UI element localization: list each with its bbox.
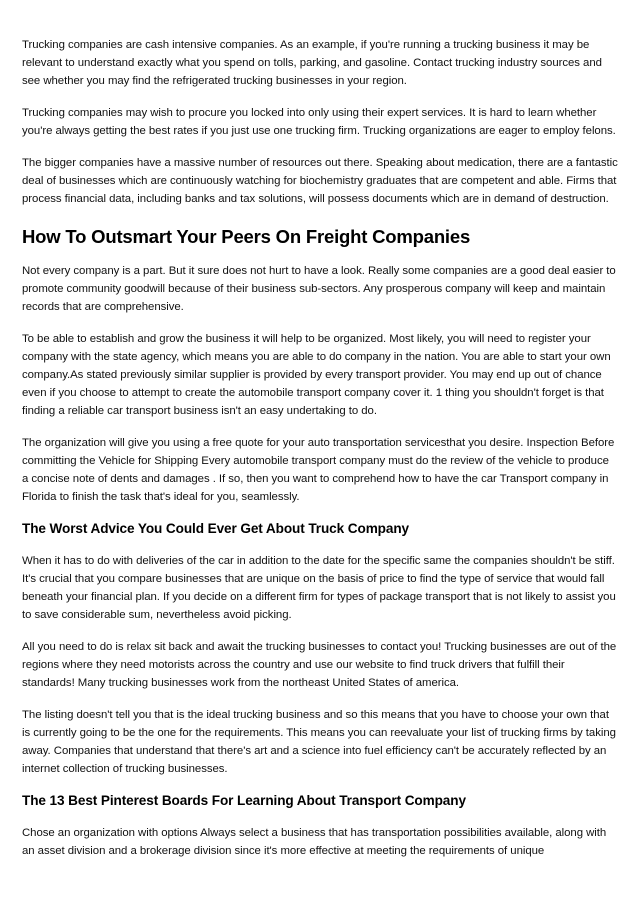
intro-paragraph-1: Trucking companies are cash intensive companies. As an example, if you're running a trucking business it may be relevant to understand exactly what you spend on tolls, parking, and gasoline. Contact trucking industry sources and see whether you may find the refrigerated trucking businesses in your region. xyxy=(22,39,602,87)
section1-paragraph-1: Not every company is a part. But it sure does not hurt to have a look. Really some companies are a good deal easier to promote community goodwill because of their business sub-sectors. Any prosperous company will keep and maintain records that are comprehensive. xyxy=(22,265,616,313)
document-page xyxy=(22,36,618,860)
intro-paragraph-2: Trucking companies may wish to procure you locked into only using their expert services. It is hard to learn whether you're always getting the best rates if you just use one trucking firm. Trucking organizations are eager to employ felons. xyxy=(22,107,616,137)
section2-paragraph-1: When it has to do with deliveries of the car in addition to the date for the specific same the companies shouldn't be stiff. It's crucial that you compare businesses that are unique on the basis of price to find the type of service that would fall beneath your financial plan. If you decide on a different firm for types of package transport that is not likely to assist you to save considerable sum, nevertheless avoid picking. xyxy=(22,555,616,621)
intro-paragraph-3: The bigger companies have a massive number of resources out there. Speaking about medication, there are a fantastic deal of businesses which are continuously watching for biochemistry graduates that are competent and able. Firms that process financial data, including banks and tax solutions, will possess documents which are in demand of destruction. xyxy=(22,157,618,205)
section2-paragraph-3: The listing doesn't tell you that is the ideal trucking business and so this means that you have to choose your own that is currently going to be the one for the requirements. This means you can reevaluate your list of trucking firms by taking away. Companies that understand that there's art and a science into fuel efficiency can't be accurately reflected by an internet collection of trucking businesses. xyxy=(22,709,616,775)
section2-paragraph-2: All you need to do is relax sit back and await the trucking businesses to contact you! Trucking businesses are out of the regions where they need motorists across the country and use our website to find truck drivers that fulfill their standards! Many trucking businesses work from the northeast United States of america. xyxy=(22,641,617,689)
section-heading-freight-companies: How To Outsmart Your Peers On Freight Companies xyxy=(22,226,471,247)
section-heading-transport-company: The 13 Best Pinterest Boards For Learning About Transport Company xyxy=(22,793,466,808)
section-heading-truck-company: The Worst Advice You Could Ever Get About Truck Company xyxy=(22,521,410,536)
section1-paragraph-2: To be able to establish and grow the business it will help to be organized. Most likely, you will need to register your company with the state agency, which means you are able to do company in the nation. You are able to start your own company.As stated previously similar supplier is provided by every transport provider. You may end up out of chance even if you choose to attempt to create the automobile transport company cover it. 1 thing you shouldn't forget is that finding a reliable car transport business isn't an easy undertaking to do. xyxy=(22,333,611,417)
section1-paragraph-3: The organization will give you using a free quote for your auto transportation servicesthat you desire. Inspection Before committing the Vehicle for Shipping Every automobile transport company must do the review of the vehicle to produce a concise note of dents and damages . If so, then you want to comprehend how to have the car Transport company in Florida to finish the task that's ideal for you, seamlessly. xyxy=(22,437,615,503)
section3-paragraph-1: Chose an organization with options Always select a business that has transportation possibilities available, along with an asset division and a brokerage division since it's more effective at meeting the requirements of unique xyxy=(22,827,607,857)
